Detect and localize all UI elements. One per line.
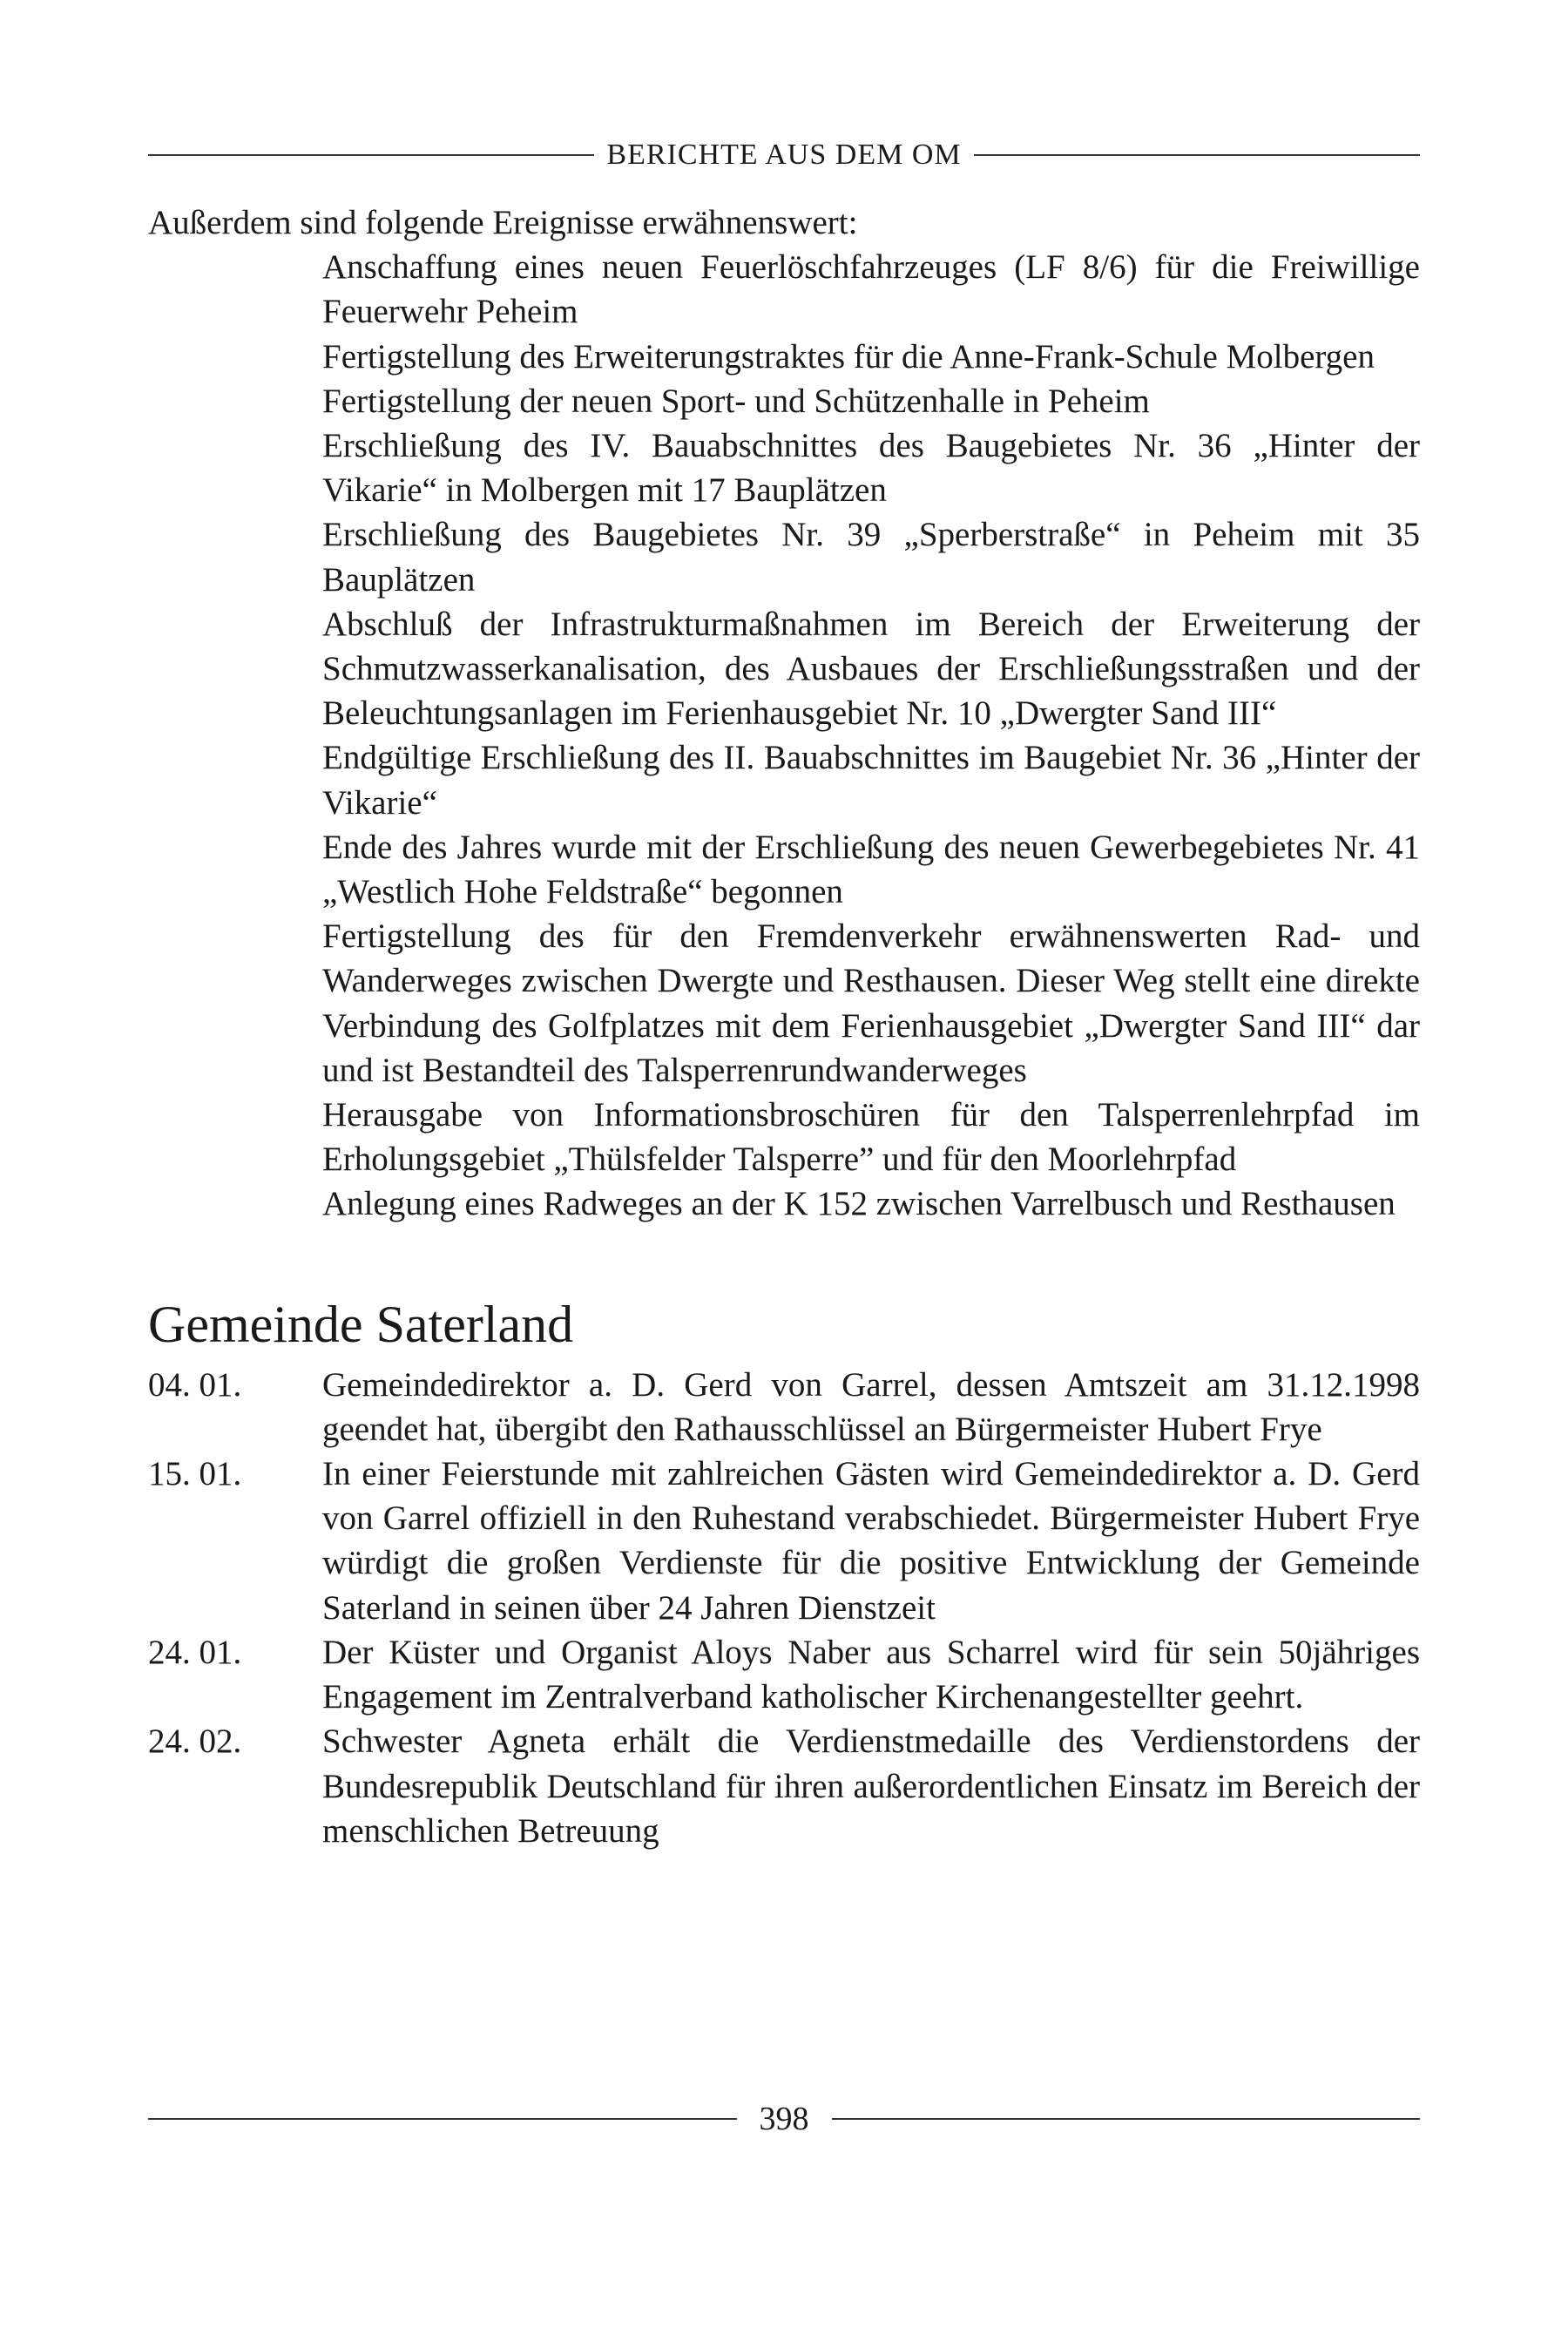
entry-date: 24. 02. xyxy=(148,1722,242,1761)
event-item: Herausgabe von Informationsbroschüren für den Talsperrenlehrpfad im Erholungsgebiet „Thülsfelder Talsperre” und für den Moorlehrpfad xyxy=(322,1096,1420,1179)
entry-text: Der Küster und Organist Aloys Naber aus Scharrel wird für sein 50jähriges Engagement im Zentralverband katholischer Kirchenangestellter geehrt. xyxy=(322,1633,1420,1716)
entry-date: 24. 01. xyxy=(148,1633,242,1671)
header-rule-left xyxy=(148,154,594,156)
header-rule-right xyxy=(974,154,1420,156)
intro-line: Außerdem sind folgende Ereignisse erwähnenswert: xyxy=(148,204,858,241)
chronicle-entry xyxy=(148,1452,1420,1630)
event-item: Abschluß der Infrastrukturmaßnahmen im Bereich der Erweiterung der Schmutzwasserkanalisation, des Ausbaues der Erschließungsstraßen und der Beleuchtungsanlagen im Ferienhausgebiet Nr. 10 „Dwergter Sand III“ xyxy=(322,605,1420,733)
chronicle-entries xyxy=(148,1363,1420,1853)
chronicle-entry xyxy=(148,1363,1420,1452)
page-footer xyxy=(148,2100,1420,2138)
running-title: BERICHTE AUS DEM OM xyxy=(606,139,962,171)
page-number: 398 xyxy=(759,2101,809,2137)
section-title: Gemeinde Saterland xyxy=(148,1295,574,1353)
event-item: Endgültige Erschließung des II. Bauabschnittes im Baugebiet Nr. 36 „Hinter der Vikarie“ xyxy=(322,739,1420,822)
event-item: Erschließung des IV. Bauabschnittes des Baugebietes Nr. 36 „Hinter der Vikarie“ in Molbergen mit 17 Bauplätzen xyxy=(322,427,1420,510)
event-item: Fertigstellung des für den Fremdenverkehr erwähnenswerten Rad- und Wanderweges zwischen Dwergte und Resthausen. Dieser Weg stellt eine direkte Verbindung des Golfplatzes mit dem Ferienhausgebiet „Dwergter Sand III“ dar und ist Bestandteil des Talsperrenrundwanderweges xyxy=(322,917,1420,1089)
chronicle-entry xyxy=(148,1630,1420,1719)
entry-text: In einer Feierstunde mit zahlreichen Gästen wird Gemeindedirektor a. D. Gerd von Garrel offiziell in den Ruhestand verabschiedet. Bürgermeister Hubert Frye würdigt die großen Verdienste für die positive Entwicklung der Gemeinde Saterland in seinen über 24 Jahren Dienstzeit xyxy=(322,1455,1420,1627)
chronicle-entry xyxy=(148,1719,1420,1853)
entry-text: Schwester Agneta erhält die Verdienstmedaille des Verdienstordens der Bundesrepublik Deutschland für ihren außerordentlichen Einsatz im Bereich der menschlichen Betreuung xyxy=(322,1722,1420,1850)
footer-rule-right xyxy=(832,2118,1421,2120)
event-item: Fertigstellung der neuen Sport- und Schützenhalle in Peheim xyxy=(322,382,1150,420)
entry-date: 04. 01. xyxy=(148,1365,242,1404)
page-body xyxy=(148,200,1420,1853)
entry-date: 15. 01. xyxy=(148,1455,242,1493)
event-item: Fertigstellung des Erweiterungstraktes für die Anne-Frank-Schule Molbergen xyxy=(322,337,1375,376)
entry-text: Gemeindedirektor a. D. Gerd von Garrel, dessen Amtszeit am 31.12.1998 geendet hat, übergibt den Rathausschlüssel an Bürgermeister Hubert Frye xyxy=(322,1365,1420,1448)
event-item: Anlegung eines Radweges an der K 152 zwischen Varrelbusch und Resthausen xyxy=(322,1185,1396,1223)
events-list xyxy=(148,245,1420,1226)
footer-rule-left xyxy=(148,2118,737,2120)
event-item: Ende des Jahres wurde mit der Erschließung des neuen Gewerbegebietes Nr. 41 „Westlich Hohe Feldstraße“ begonnen xyxy=(322,828,1420,911)
event-item: Anschaffung eines neuen Feuerlöschfahrzeuges (LF 8/6) für die Freiwillige Feuerwehr Peheim xyxy=(322,248,1420,331)
running-header xyxy=(148,138,1420,173)
event-item: Erschließung des Baugebietes Nr. 39 „Sperberstraße“ in Peheim mit 35 Bauplätzen xyxy=(322,516,1420,599)
